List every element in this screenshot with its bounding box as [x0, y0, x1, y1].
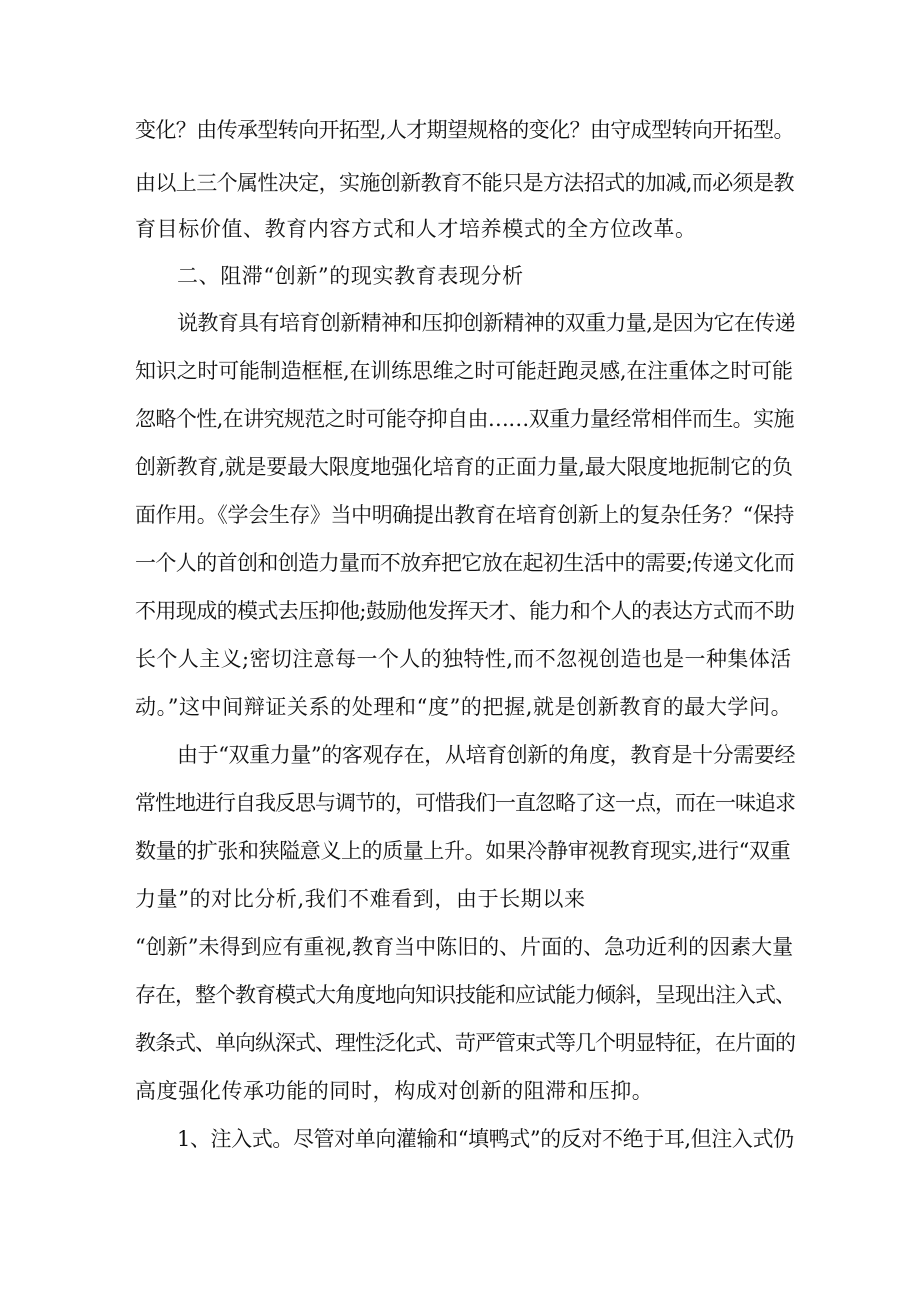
text-line-16: 数量的扩张和狭隘意义上的质量上升。如果冷静审视教育现实,进行“双重	[135, 839, 791, 863]
text-line-17: 力量”的对比分析,我们不难看到，由于长期以来	[135, 887, 586, 911]
text-line-10: 一个人的首创和创造力量而不放弃把它放在起初生活中的需要;传递文化而	[135, 551, 795, 575]
text-line-11: 不用现成的模式去压抑他;鼓励他发挥天才、能力和个人的表达方式而不助	[135, 599, 795, 623]
text-line-21: 高度强化传承功能的同时，构成对创新的阻滞和压抑。	[135, 1079, 654, 1103]
text-line-19: 存在，整个教育模式大角度地向知识技能和应试能力倾斜，呈现出注入式、	[135, 983, 795, 1007]
text-line-20: 教条式、单向纵深式、理性泛化式、苛严管束式等几个明显特征，在片面的	[135, 1031, 795, 1055]
section-heading: 二、阻滞“创新”的现实教育表现分析	[177, 264, 524, 288]
text-line-7: 忽略个性,在讲究规范之时可能夺抑自由……双重力量经常相伴而生。实施	[135, 407, 794, 431]
text-line-8: 创新教育,就是要最大限度地强化培育的正面力量,最大限度地扼制它的负	[135, 455, 793, 479]
text-line-15: 常性地进行自我反思与调节的，可惜我们一直忽略了这一点，而在一味追求	[135, 791, 795, 815]
text-line-13: 动。”这中间辩证关系的处理和“度”的把握,就是创新教育的最大学问。	[135, 695, 793, 719]
text-line-1: 变化？由传承型转向开拓型,人才期望规格的变化？由守成型转向开拓型。	[135, 118, 794, 142]
text-line-6: 知识之时可能制造框框,在训练思维之时可能赶跑灵感,在注重体之时可能	[135, 359, 793, 383]
text-line-12: 长个人主义;密切注意每一个人的独特性,而不忽视创造也是一种集体活	[135, 647, 792, 671]
text-line-5: 说教育具有培育创新精神和压抑创新精神的双重力量,是因为它在传递	[177, 311, 796, 335]
text-line-18: “创新”未得到应有重视,教育当中陈旧的、片面的、急功近利的因素大量	[135, 935, 794, 959]
text-line-14: 由于“双重力量”的客观存在，从培育创新的角度，教育是十分需要经	[177, 743, 796, 767]
text-line-22: 1、注入式。尽管对单向灌输和“填鸭式”的反对不绝于耳,但注入式仍	[177, 1127, 794, 1151]
text-line-9: 面作用。《学会生存》当中明确提出教育在培育创新上的复杂任务？“保持	[135, 503, 795, 527]
text-line-3: 育目标价值、教育内容方式和人才培养模式的全方位改革。	[135, 217, 697, 241]
text-line-2: 由以上三个属性决定，实施创新教育不能只是方法招式的加减,而必须是教	[135, 171, 794, 195]
